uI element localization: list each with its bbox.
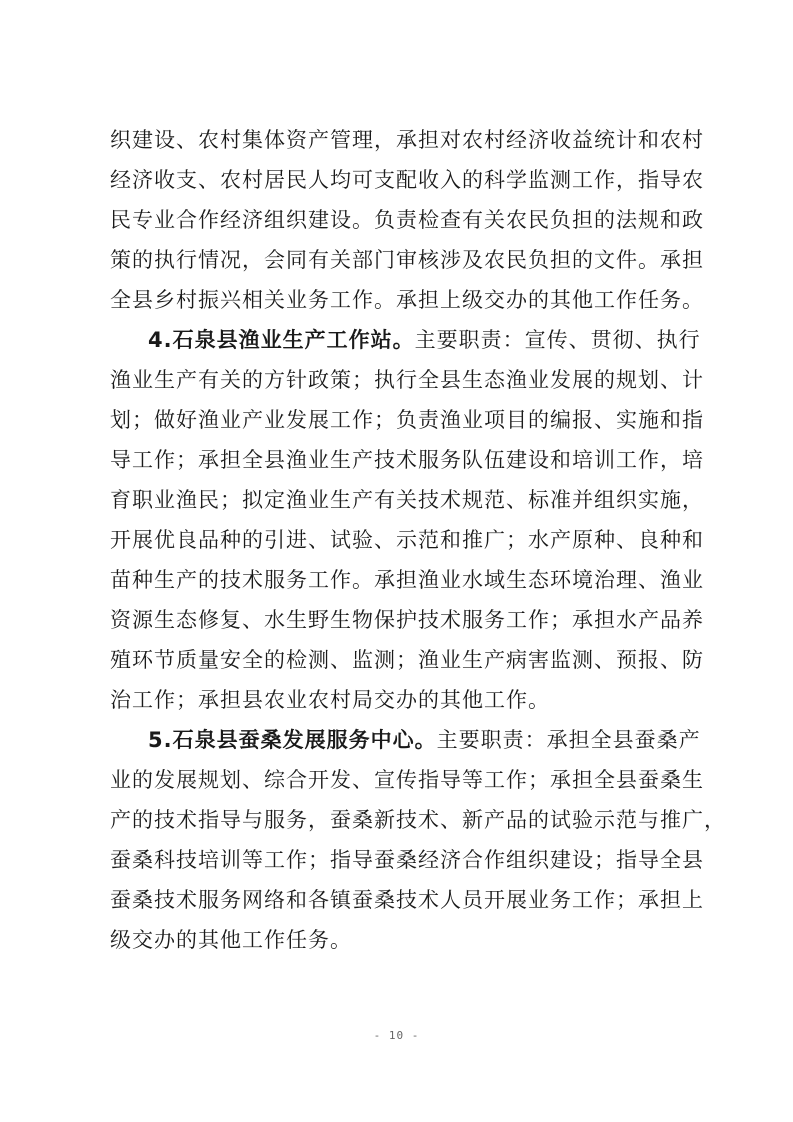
paragraph-3-first-line-text: 主要职责：承担全县蚕桑产: [436, 728, 701, 752]
paragraph-2-line-1: 渔业生产有关的方针政策；执行全县生态渔业发展的规划、计: [110, 368, 704, 392]
section-heading-4: 4.石泉县渔业生产工作站。: [148, 328, 415, 352]
paragraph-1-line-5: 全县乡村振兴相关业务工作。承担上级交办的其他工作任务。: [110, 288, 704, 312]
paragraph-1-line-4: 策的执行情况，会同有关部门审核涉及农民负担的文件。承担: [110, 248, 704, 272]
paragraph-2-first-line-text: 主要职责：宣传、贯彻、执行: [414, 328, 701, 352]
paragraph-2-line-7: 资源生态修复、水生野生物保护技术服务工作；承担水产品养: [110, 608, 704, 632]
section-heading-5: 5.石泉县蚕桑发展服务中心。: [148, 728, 437, 752]
paragraph-2-first-line: [148, 327, 701, 353]
page-number: - 10 -: [373, 1029, 420, 1042]
paragraph-1-line-3: 民专业合作经济组织建设。负责检查有关农民负担的法规和政: [110, 208, 704, 232]
paragraph-2-line-5: 开展优良品种的引进、试验、示范和推广；水产原种、良种和: [110, 528, 704, 552]
paragraph-2-line-6: 苗种生产的技术服务工作。承担渔业水域生态环境治理、渔业: [110, 568, 704, 592]
paragraph-2-line-2: 划；做好渔业产业发展工作；负责渔业项目的编报、实施和指: [110, 408, 704, 432]
paragraph-1-line-1: 织建设、农村集体资产管理，承担对农村经济收益统计和农村: [110, 128, 704, 152]
paragraph-3-line-5: 级交办的其他工作任务。: [110, 928, 352, 952]
paragraph-1-line-2: 经济收支、农村居民人均可支配收入的科学监测工作，指导农: [110, 168, 704, 192]
paragraph-3-line-3: 蚕桑科技培训等工作；指导蚕桑经济合作组织建设；指导全县: [110, 848, 704, 872]
paragraph-2-line-3: 导工作；承担全县渔业生产技术服务队伍建设和培训工作，培: [110, 448, 704, 472]
paragraph-3-first-line: [148, 727, 701, 753]
paragraph-2-line-8: 殖环节质量安全的检测、监测；渔业生产病害监测、预报、防: [110, 648, 704, 672]
paragraph-2-line-9: 治工作；承担县农业农村局交办的其他工作。: [110, 688, 550, 712]
paragraph-2-line-4: 育职业渔民；拟定渔业生产有关技术规范、标准并组织实施，: [110, 488, 704, 512]
paragraph-3-line-4: 蚕桑技术服务网络和各镇蚕桑技术人员开展业务工作；承担上: [110, 888, 704, 912]
paragraph-3-line-1: 业的发展规划、综合开发、宣传指导等工作；承担全县蚕桑生: [110, 768, 704, 792]
paragraph-3-line-2: 产的技术指导与服务，蚕桑新技术、新产品的试验示范与推广，: [110, 808, 726, 832]
